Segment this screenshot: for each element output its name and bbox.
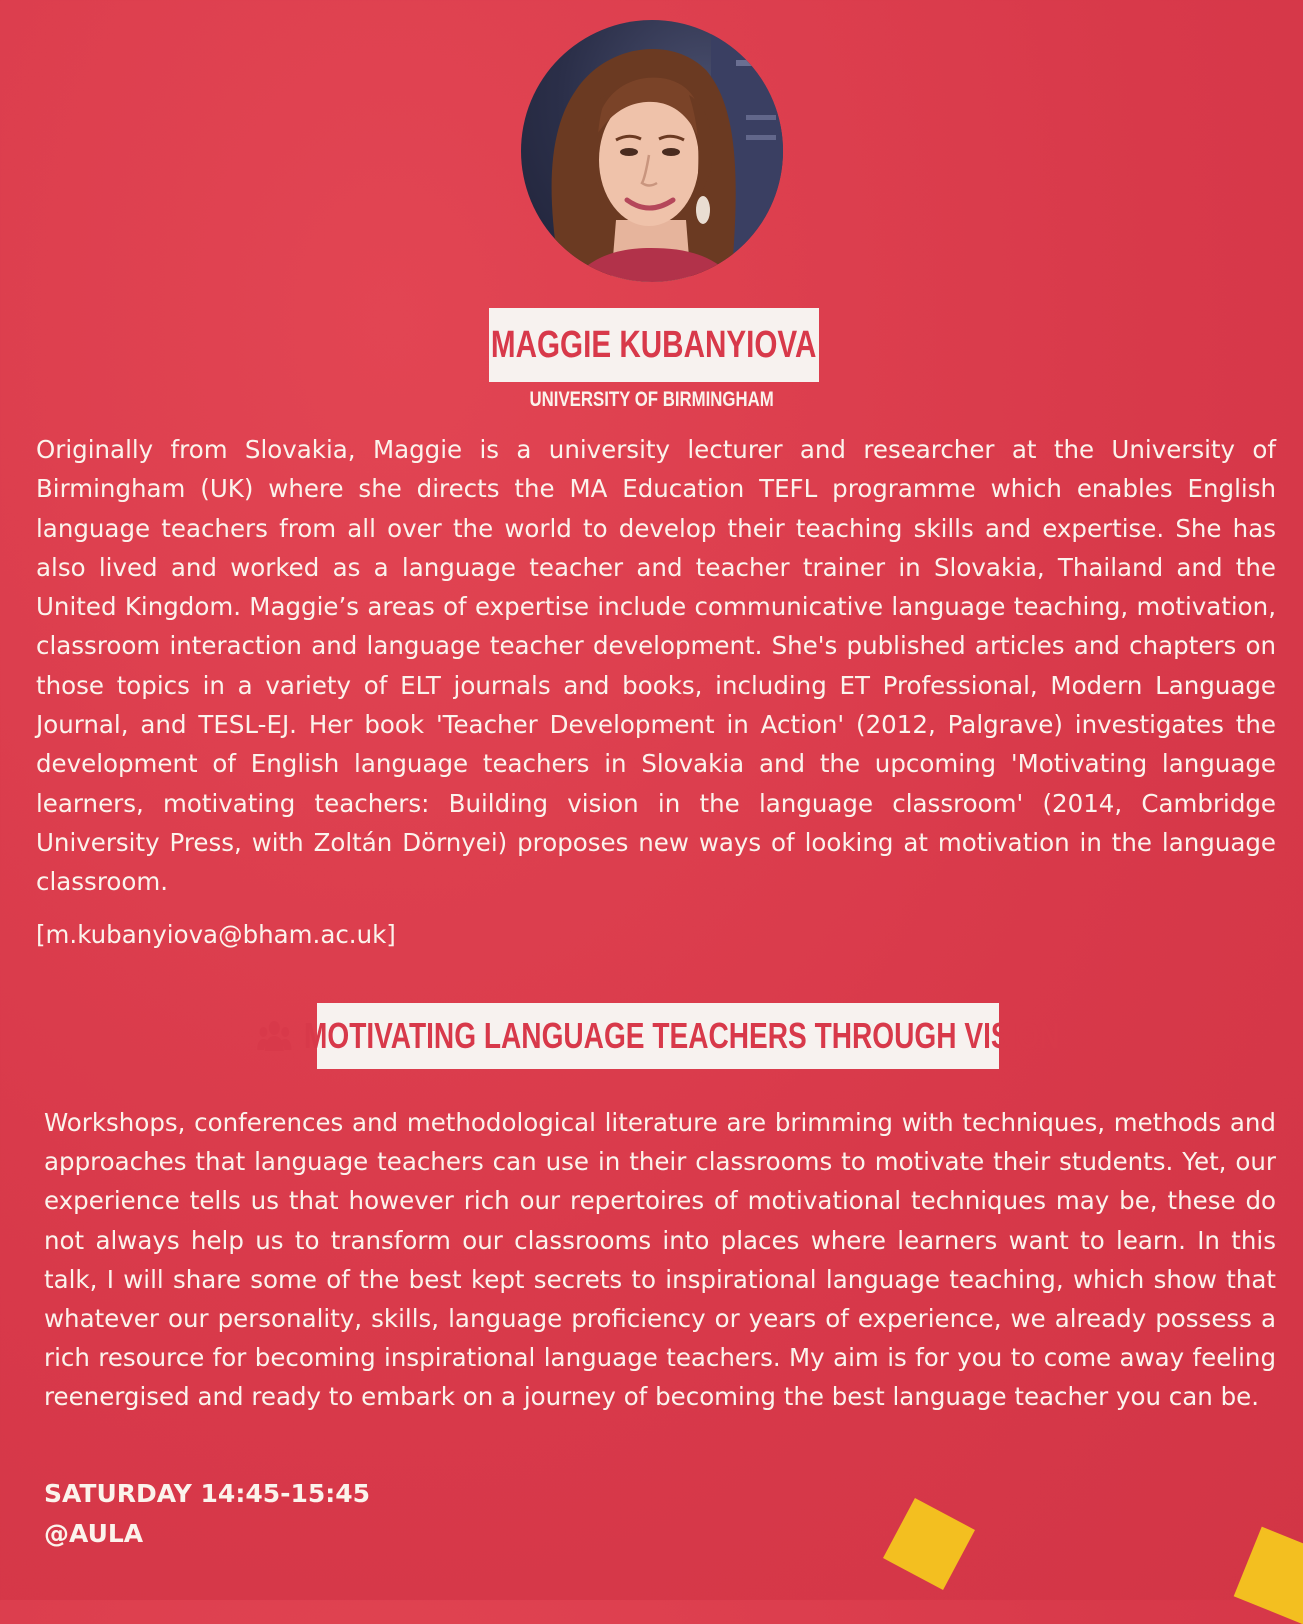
speaker-photo-illustration xyxy=(521,20,783,282)
decorative-square xyxy=(1234,1527,1303,1624)
talk-time: SATURDAY 14:45-15:45 xyxy=(44,1479,371,1508)
talk-title: MOTIVATING LANGUAGE TEACHERS THROUGH VISION xyxy=(303,1015,1060,1056)
talk-abstract: Workshops, conferences and methodological literature are brimming with techniques, methods and approaches that language teachers can use in their classrooms to motivate their students. Yet, our experience tells us that however rich our repertoires of motivational techniques may be, these do not always help us to transform our classrooms into places where learners want to learn. In this talk, I will share some of the best kept secrets to inspirational language teaching, which show that whatever our personality, skills, language proficiency or years of experience, we already possess a rich resource for becoming inspirational language teachers. My aim is for you to come away feeling reenergised and ready to embark on a journey of becoming the best language teacher you can be. xyxy=(44,1108,1276,1412)
speaker-name: MAGGIE KUBANYIOVA xyxy=(491,323,817,366)
talk-location: @AULA xyxy=(44,1519,144,1548)
group-icon xyxy=(257,1018,291,1054)
speaker-affiliation-text: UNIVERSITY OF BIRMINGHAM xyxy=(529,388,774,411)
speaker-photo xyxy=(521,20,783,282)
talk-schedule xyxy=(44,1474,370,1554)
speaker-affiliation xyxy=(0,388,1303,412)
decorative-square xyxy=(883,1498,975,1590)
speaker-name-label xyxy=(489,308,819,382)
talk-title-label xyxy=(303,1003,1060,1069)
speaker-email: [m.kubanyiova@bham.ac.uk] xyxy=(36,920,396,949)
speaker-bio: Originally from Slovakia, Maggie is a university lecturer and researcher at the University of Birmingham (UK) where she directs the MA Education TEFL programme which enables English language teachers from all over the world to develop their teaching skills and expertise. She has also lived and worked as a language teacher and teacher trainer in Slovakia, Thailand and the United Kingdom. Maggie’s areas of expertise include communicative language teaching, motivation, classroom interaction and language teacher development. She's published articles and chapters on those topics in a variety of ELT journals and books, including ET Professional, Modern Language Journal, and TESL-EJ. Her book 'Teacher Development in Action' (2012, Palgrave) investigates the development of English language teachers in Slovakia and the upcoming 'Motivating language learners, motivating teachers: Building vision in the language classroom' (2014, Cambridge University Press, with Zoltán Dörnyei) proposes new ways of looking at motivation in the language classroom. xyxy=(36,435,1276,897)
